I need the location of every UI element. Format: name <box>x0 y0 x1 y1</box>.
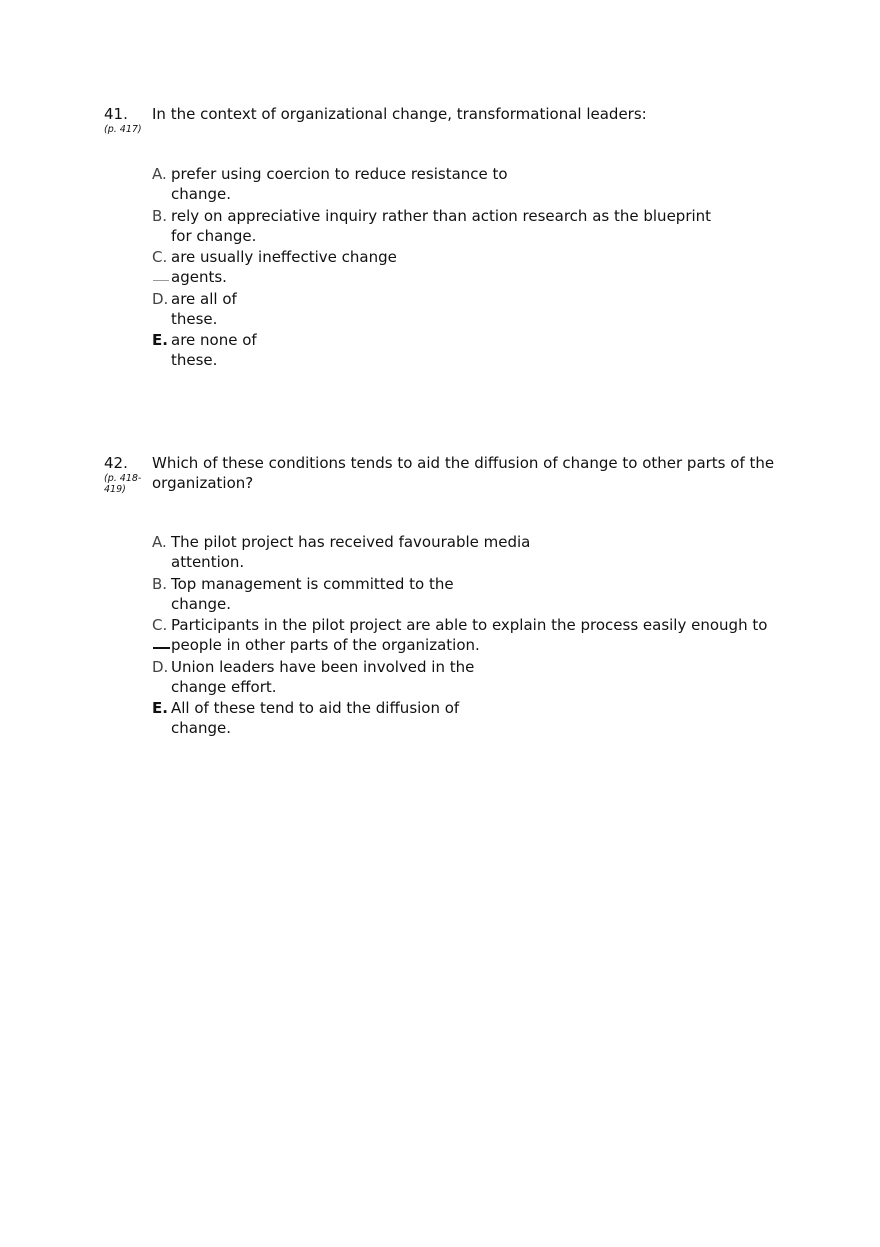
option-letter: A. <box>152 533 167 551</box>
option-text: are none of these. <box>171 331 257 369</box>
option-e <box>152 330 716 370</box>
option-text: Top management is committed to the change. <box>171 574 454 613</box>
answer-options <box>152 532 776 740</box>
answer-options <box>152 164 716 372</box>
option-letter: D. <box>152 289 169 308</box>
option-letter: C. <box>152 616 168 634</box>
option-letter-correct: E. <box>152 331 168 349</box>
option-c <box>152 615 776 655</box>
option-text: prefer using coercion to reduce resistance to change. <box>171 165 508 203</box>
option-text: The pilot project has received favourable media attention. <box>171 533 531 571</box>
answer-blank-line <box>153 647 170 649</box>
option-b <box>152 206 716 246</box>
option-text: rely on appreciative inquiry rather than action research as the blueprint for change. <box>171 206 712 245</box>
option-d <box>152 289 716 329</box>
option-text: are usually ineffective change agents. <box>171 248 397 286</box>
option-e <box>152 698 776 738</box>
question-number: 41. <box>104 105 128 123</box>
option-b <box>152 574 776 614</box>
option-letter: B. <box>152 206 168 225</box>
question-number: 42. <box>104 454 128 472</box>
option-a <box>152 164 716 204</box>
option-text: All of these tend to aid the diffusion of change. <box>171 699 460 737</box>
option-text: Participants in the pilot project are able to explain the process easily enough to people in other parts of the organization. <box>171 616 768 654</box>
option-letter-correct: E. <box>152 699 168 717</box>
option-a <box>152 532 776 572</box>
page-reference: (p. 417) <box>104 124 142 135</box>
option-letter: B. <box>152 574 168 593</box>
question-text: Which of these conditions tends to aid the diffusion of change to other parts of the organization? <box>152 454 775 492</box>
question-text: In the context of organizational change, transformational leaders: <box>152 105 647 123</box>
option-letter: D. <box>152 657 169 676</box>
page-reference: (p. 418-419) <box>104 473 142 495</box>
option-d <box>152 657 776 697</box>
option-text: Union leaders have been involved in the change effort. <box>171 657 475 696</box>
option-c <box>152 247 716 287</box>
option-letter: A. <box>152 165 167 183</box>
option-text: are all of these. <box>171 289 237 328</box>
option-letter: C. <box>152 248 168 266</box>
answer-blank-line <box>153 280 169 281</box>
